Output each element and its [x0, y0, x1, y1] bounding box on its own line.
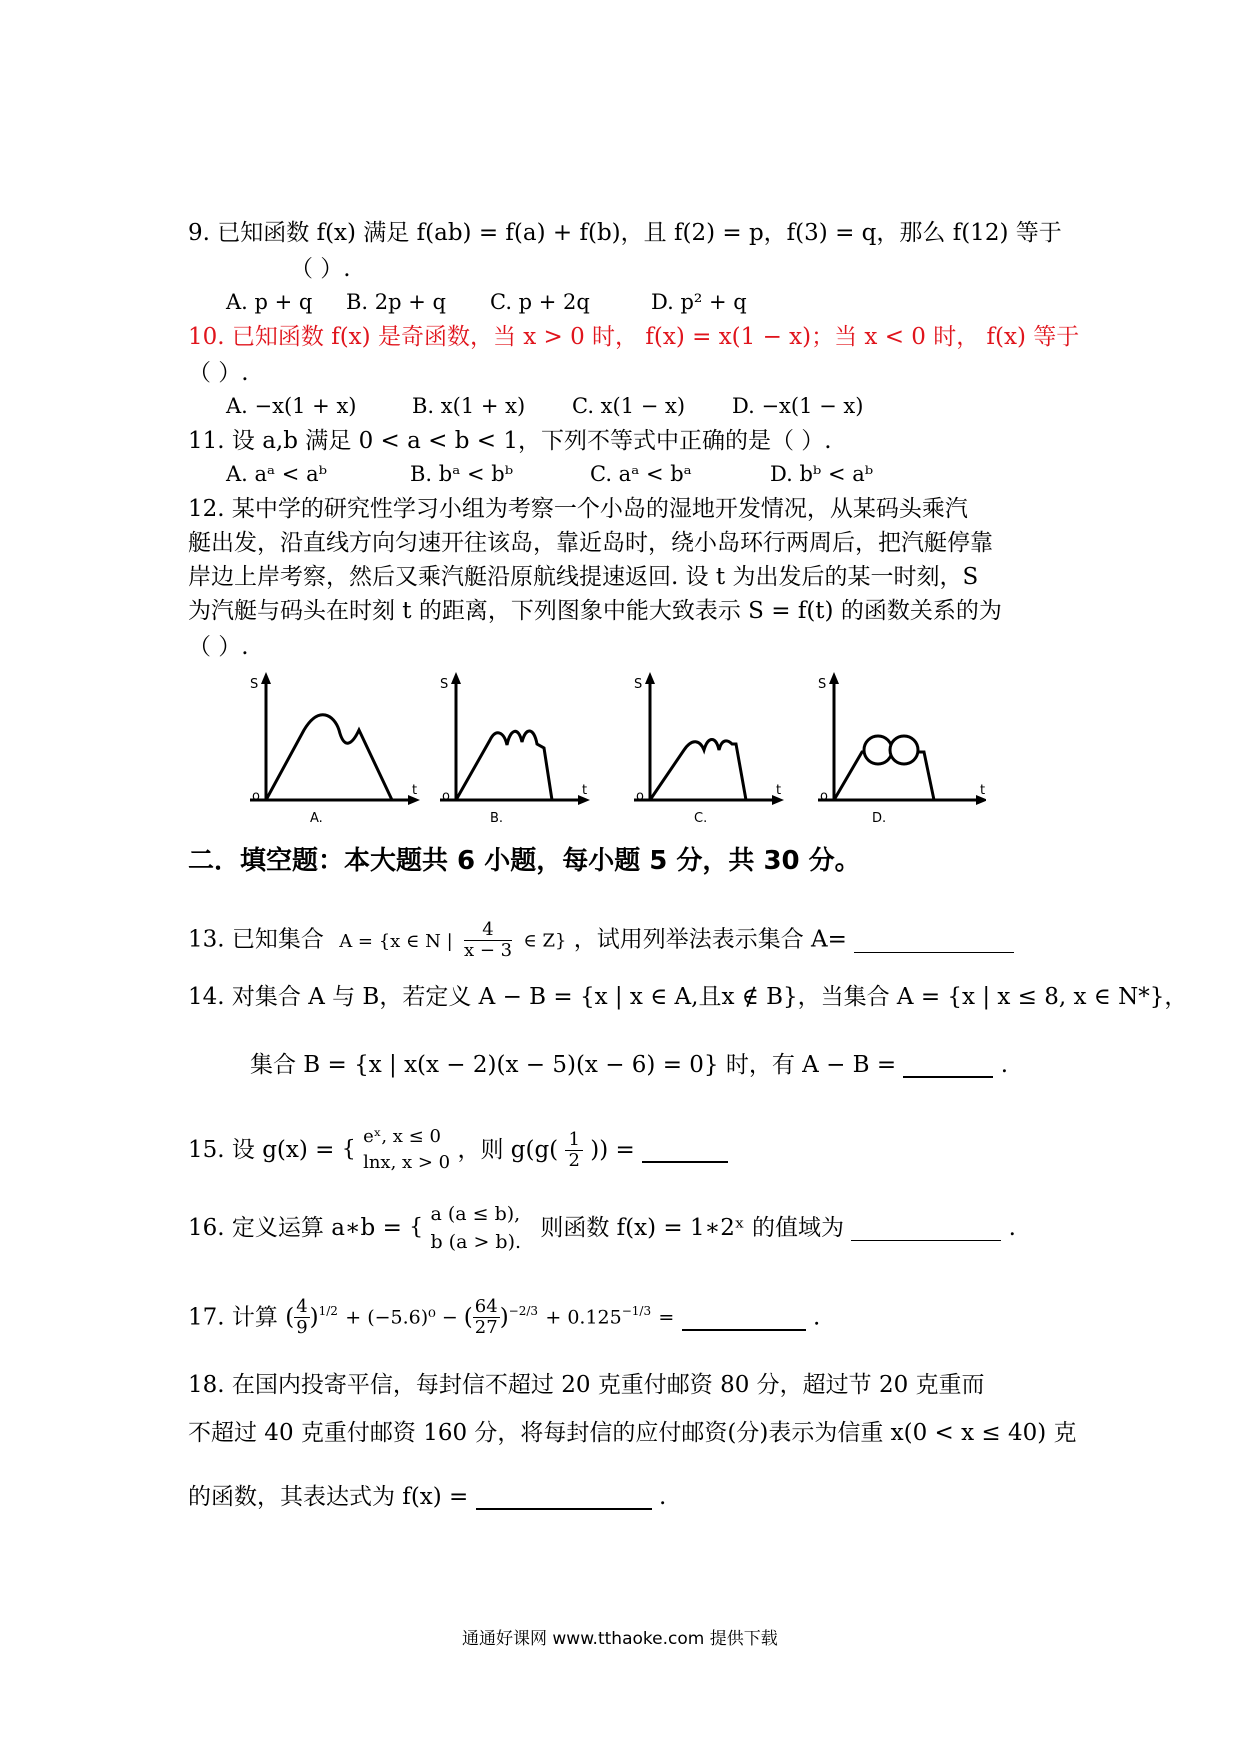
graph-d-x-label: t	[980, 783, 986, 798]
graph-b	[440, 672, 590, 826]
q16	[188, 1200, 1016, 1260]
q14-line2-end: .	[1000, 1052, 1009, 1078]
q11-option-b: B. bᵃ < bᵇ	[410, 462, 514, 486]
graph-d-loop-2	[890, 736, 918, 764]
graph-a-label: A.	[310, 811, 323, 826]
q17-exp-2: −2/3	[508, 1304, 539, 1318]
q13-prefix: 13. 已知集合	[188, 926, 324, 953]
graph-d-origin-label: o	[820, 789, 828, 804]
q16-mid: 则函数 f(x) = 1∗2ˣ 的值域为	[540, 1215, 844, 1241]
q12-line2: 艇出发，沿直线方向匀速开往该岛，靠近岛时，绕小岛环行两周后，把汽艇停靠	[188, 530, 993, 556]
q10-option-b: B. x(1 + x)	[412, 394, 526, 418]
q12-line1: 12. 某中学的研究性学习小组为考察一个小岛的湿地开发情况，从某码头乘汽	[188, 496, 968, 522]
q16-case-1: a (a ≤ b),	[430, 1203, 521, 1225]
q10-option-c: C. x(1 − x)	[572, 394, 686, 418]
section-2-title: 二．填空题：本大题共 6 小题，每小题 5 分，共 30 分。	[188, 846, 861, 876]
q17-prefix: 17. 计算	[188, 1304, 278, 1331]
graph-b-label: B.	[490, 811, 504, 826]
q11-option-d: D. bᵇ < aᵇ	[770, 462, 874, 486]
graph-b-origin-label: o	[442, 789, 450, 804]
q18-line3-wrap	[188, 1482, 666, 1512]
q17-tail: + 0.125	[545, 1306, 622, 1329]
q9-line2: （ ）.	[290, 256, 351, 282]
q17-fraction-2	[473, 1297, 500, 1338]
q17: 17. 计算 ( $\frac{4}{9}$ )$^{1/2}$ + (−5.6)⁰ − ( $\frac{64}{27}$ )$^{-2/3} + 0.125^{-1/3}$ = .	[188, 1296, 821, 1339]
q9-line1: 9. 已知函数 f(x) 满足 f(ab) = f(a) + f(b)，且 f(2) = p，f(3) = q，那么 f(12) 等于	[188, 220, 1062, 246]
graph-b-curve	[456, 731, 552, 800]
graph-c-y-arrow	[645, 672, 655, 684]
q10-options	[226, 392, 1026, 422]
q15-frac-num: 1	[565, 1130, 582, 1151]
graph-a-x-label: t	[412, 783, 418, 798]
graph-a-origin-label: o	[252, 789, 260, 804]
q9-option-a: A. p + q	[226, 290, 313, 314]
q13-set-right: ∈ Z}	[523, 930, 567, 952]
q17-exp-3: −1/3	[621, 1304, 652, 1318]
q13-answer-blank[interactable]	[854, 928, 1014, 953]
q17-middle: + (−5.6)⁰ −	[345, 1306, 464, 1329]
q18-line1: 18. 在国内投寄平信，每封信不超过 20 克重付邮资 80 分，超过节 20 克重而	[188, 1372, 985, 1398]
graph-c-y-label: S	[634, 677, 643, 692]
q16-prefix: 16. 定义运算 a∗b =	[188, 1215, 402, 1241]
q16-cases	[430, 1200, 521, 1256]
graph-c-label: C.	[694, 811, 708, 826]
q13-frac-den: x − 3	[463, 940, 513, 961]
graph-c	[634, 672, 784, 826]
q16-end: .	[1008, 1215, 1016, 1241]
graph-d-loop-1	[864, 736, 892, 764]
q13-fraction	[464, 920, 512, 961]
q15-cases	[363, 1124, 450, 1176]
q11-option-a: A. aᵃ < aᵇ	[226, 462, 328, 486]
graph-d-y-label: S	[818, 677, 827, 692]
graph-a-y-arrow	[261, 672, 271, 684]
q18-answer-blank[interactable]	[476, 1484, 652, 1510]
q13	[188, 920, 1014, 970]
q13-set-left: A = {x ∈ N |	[339, 930, 453, 952]
q17-eq: =	[658, 1306, 675, 1329]
q14-line2: 集合 B = {x | x(x − 2)(x − 5)(x − 6) = 0} 时，有 A − B =	[250, 1052, 897, 1078]
q17-end: .	[812, 1304, 821, 1331]
q13-frac-num: 4	[464, 920, 512, 941]
q16-brace: {	[409, 1215, 424, 1240]
q18-line3: 的函数，其表达式为 f(x) =	[188, 1484, 469, 1510]
graph-d-label: D.	[872, 811, 887, 826]
graph-c-x-label: t	[776, 783, 782, 798]
q15-frac-den: 2	[568, 1149, 580, 1171]
q17-exp-1: 1/2	[318, 1304, 338, 1318]
q15-case-2: lnx, x > 0	[363, 1152, 451, 1173]
q18-line3-end: .	[658, 1484, 667, 1510]
q14-line1: 14. 对集合 A 与 B，若定义 A − B = {x | x ∈ A,且x ∉ B}，当集合 A = {x | x ≤ 8, x ∈ N*}，	[188, 984, 1188, 1010]
q16-answer-blank[interactable]	[851, 1216, 1001, 1241]
q17-frac2-den: 27	[474, 1317, 498, 1339]
graph-b-y-label: S	[440, 677, 449, 692]
q9-option-c: C. p + 2q	[490, 290, 590, 314]
q12-line5: （ ）.	[188, 634, 249, 660]
q16-case-2: b (a > b).	[430, 1231, 522, 1253]
q15-prefix: 15. 设 g(x) =	[188, 1137, 335, 1163]
q15-case-1: eˣ, x ≤ 0	[363, 1126, 441, 1147]
q17-answer-blank[interactable]	[682, 1305, 806, 1331]
q17-frac1-den: 9	[296, 1317, 308, 1339]
graph-a	[250, 672, 420, 826]
q10-option-a: A. −x(1 + x)	[226, 394, 357, 418]
q10-line1: 10. 已知函数 f(x) 是奇函数，当 x > 0 时， f(x) = x(1 − x)；当 x < 0 时， f(x) 等于	[188, 324, 1080, 350]
q15-end: )) =	[590, 1137, 635, 1163]
q9-option-b: B. 2p + q	[346, 290, 446, 314]
q17-fraction-1	[294, 1297, 309, 1338]
q18-line2: 不超过 40 克重付邮资 160 分，将每封信的应付邮资(分)表示为信重 x(0 < x ≤ 40) 克	[188, 1420, 1077, 1446]
q14-answer-blank[interactable]	[903, 1052, 993, 1078]
q11-options	[226, 460, 1026, 490]
graph-d-y-arrow	[829, 672, 839, 684]
q17-frac1-num: 4	[296, 1296, 308, 1318]
q17-frac2-num: 64	[474, 1296, 498, 1318]
q15	[188, 1124, 728, 1184]
q9-option-d: D. p² + q	[651, 290, 747, 314]
q10-option-d: D. −x(1 − x)	[732, 394, 864, 418]
graph-d	[818, 672, 986, 826]
q15-answer-blank[interactable]	[642, 1137, 728, 1163]
q15-brace: {	[341, 1137, 356, 1162]
q15-fraction	[565, 1130, 582, 1171]
q11-line1: 11. 设 a,b 满足 0 < a < b < 1，下列不等式中正确的是（ ）.	[188, 428, 832, 454]
graph-a-curve	[266, 715, 392, 800]
graph-c-origin-label: o	[636, 789, 644, 804]
q15-mid: ，则 g(g(	[457, 1137, 559, 1163]
q12-graphs	[244, 670, 986, 830]
graph-b-x-label: t	[582, 783, 588, 798]
graph-a-y-label: S	[250, 677, 259, 692]
q12-line4: 为汽艇与码头在时刻 t 的距离，下列图象中能大致表示 S = f(t) 的函数关系的为	[188, 598, 1002, 624]
graph-b-y-arrow	[451, 672, 461, 684]
q12-line3: 岸边上岸考察，然后又乘汽艇沿原航线提速返回. 设 t 为出发后的某一时刻，S	[188, 564, 979, 590]
graph-c-curve	[650, 740, 746, 801]
q10-line2: （ ）.	[188, 360, 249, 386]
q11-option-c: C. aᵃ < bᵃ	[590, 462, 692, 486]
footer-text: 通通好课网 www.tthaoke.com 提供下载	[462, 1629, 778, 1649]
q9-options	[226, 288, 1026, 318]
q13-suffix: ，试用列举法表示集合 A=	[573, 926, 847, 953]
q14-line2-wrap	[250, 1050, 1008, 1080]
